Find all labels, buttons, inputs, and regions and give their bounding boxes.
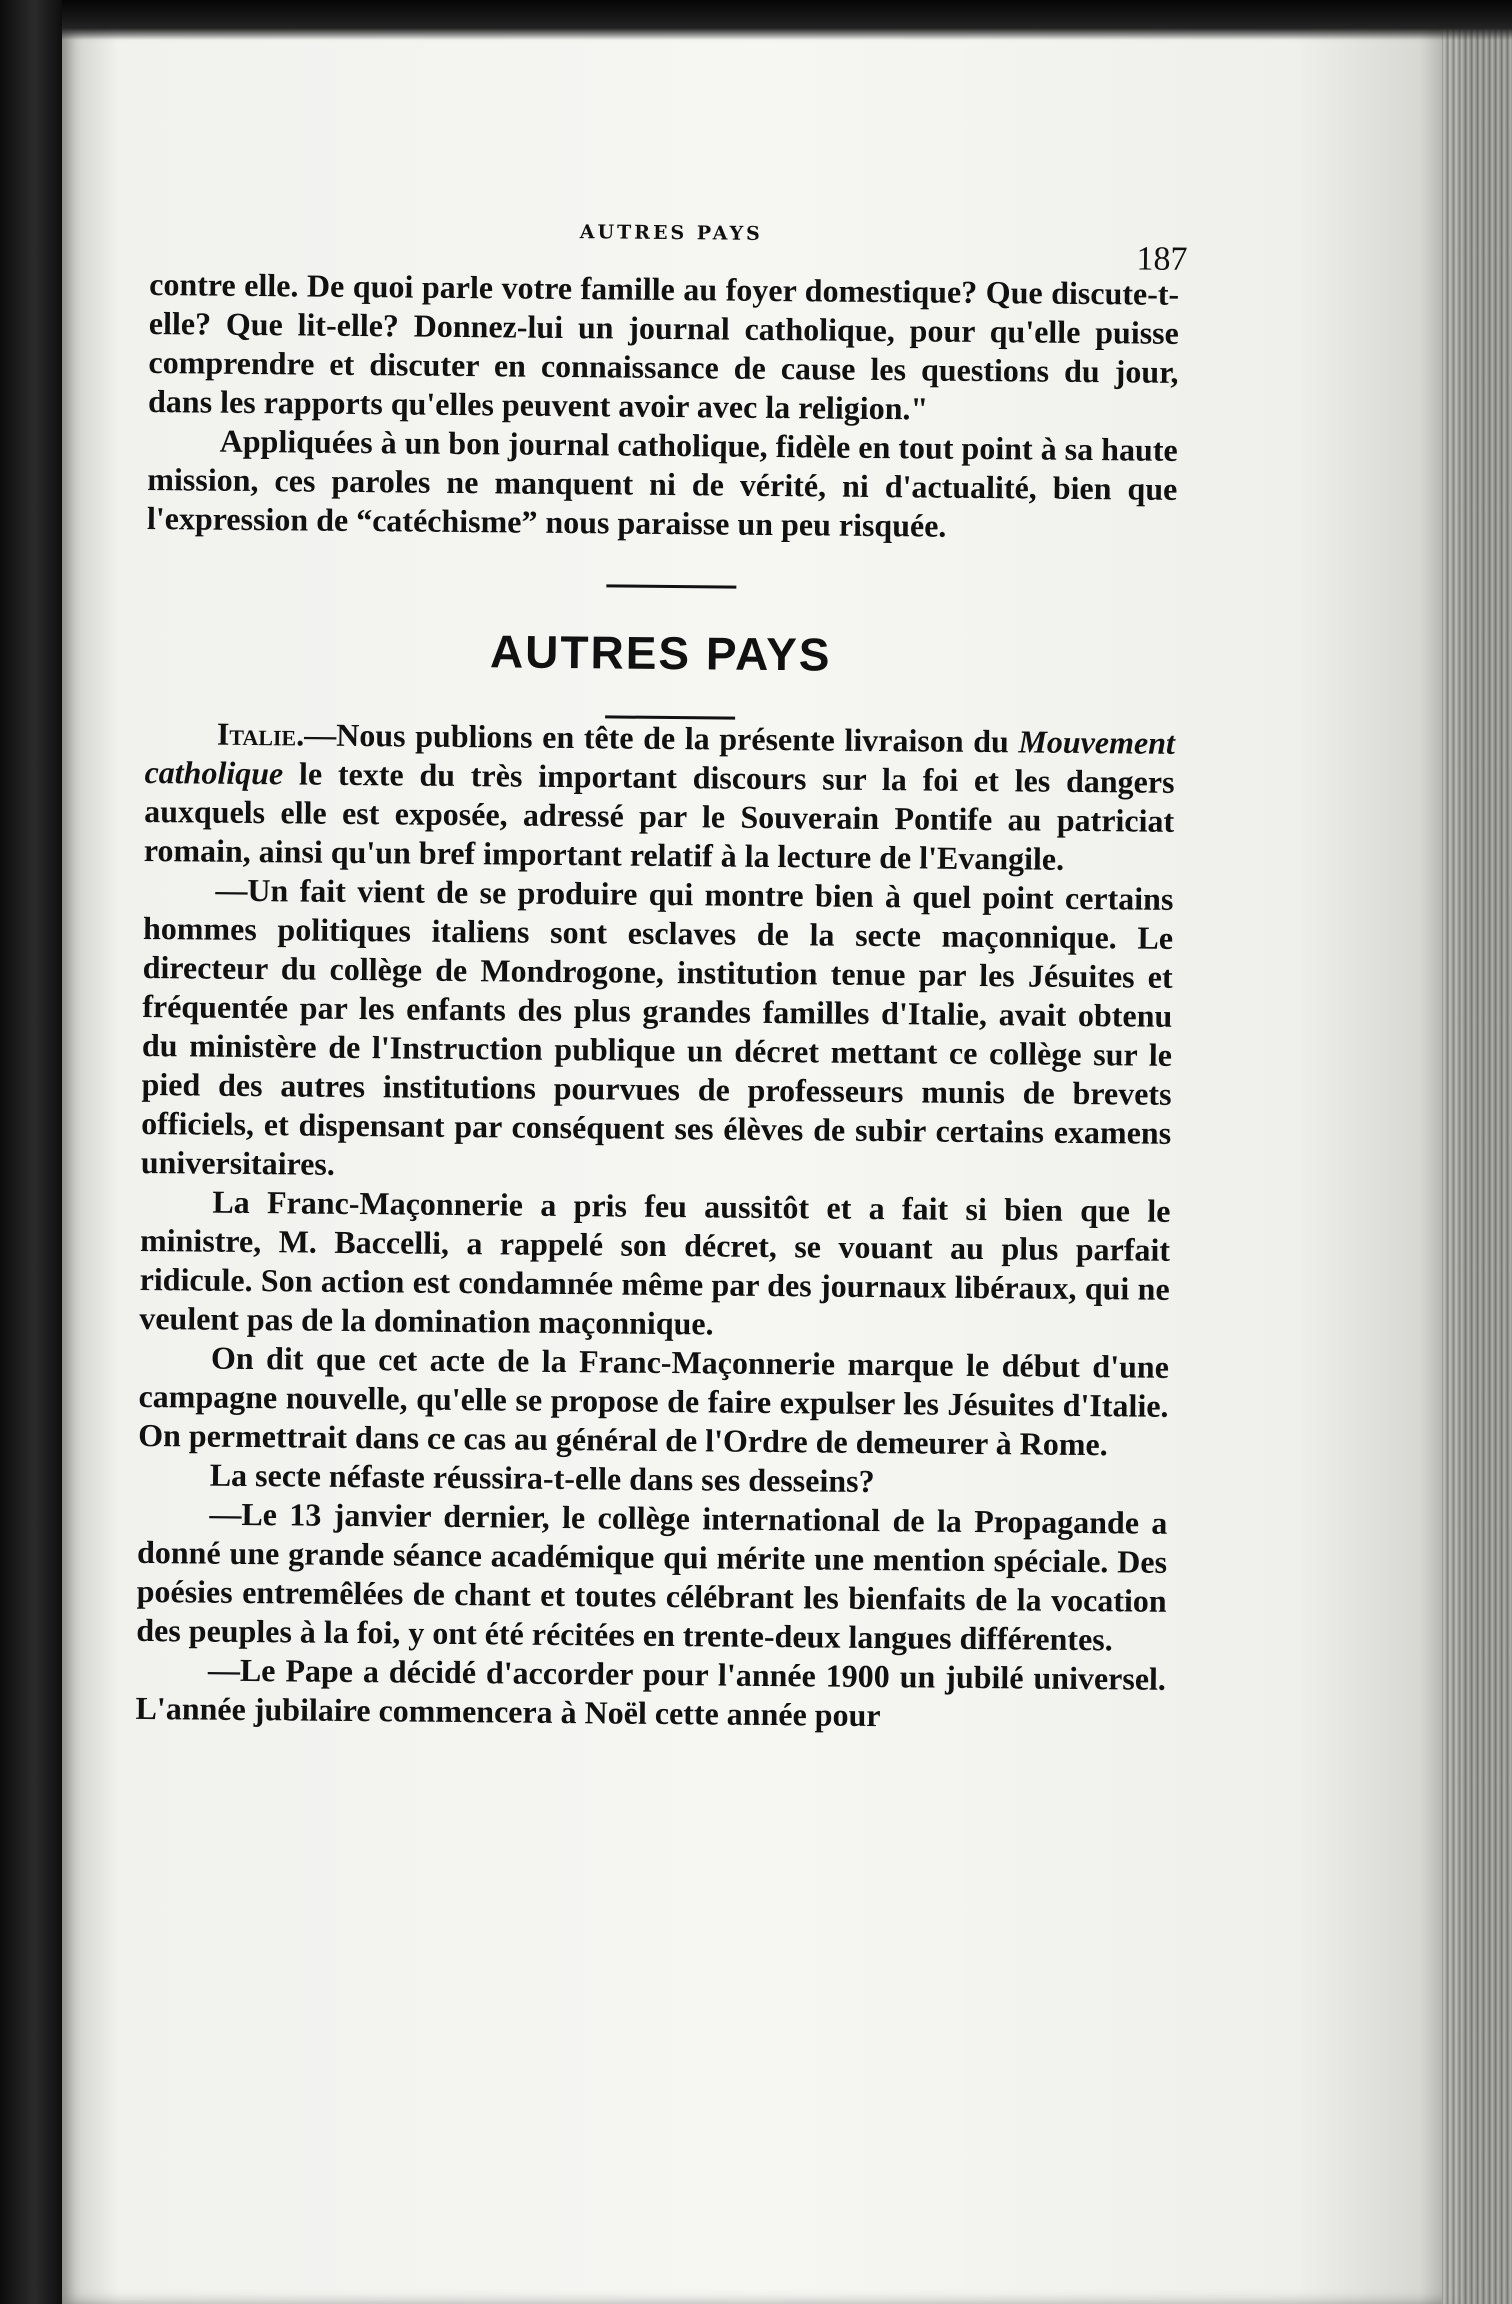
intro-paragraph-2: Appliquées à un bon journal catholique, fidèle en tout point à sa haute mission, ces paroles ne manquent ni de vérité, ni d'actualité, bien que l'expression de “catéchisme” nous paraisse un peu risquée.	[146, 422, 1178, 544]
top-shadow	[62, 0, 1512, 40]
page-content	[135, 205, 1188, 1738]
italie-paragraph	[144, 714, 1175, 880]
intro-paragraph-1: contre elle. De quoi parle votre famille au foyer domestique? Que discute-t-elle? Que lit-elle? Donnez-lui un journal catholique, pour qu'elle puisse comprendre et discuter en connaissance de cause les questions du jour, dans les rapports qu'elles peuvent avoir avec la religion."	[147, 265, 1180, 427]
publication-title: Mouvement catholique	[144, 723, 1176, 792]
page-fore-edge	[1442, 0, 1512, 2304]
body-paragraph: On dit que cet acte de la Franc-Maçonnerie marque le début d'une campagne nouvelle, qu'elle se propose de faire expulser les Jésuites d'Italie. On permettrait dans ce cas au général de l'Ordre de demeurer à Rome.	[138, 1339, 1170, 1463]
body-paragraph: —Le 13 janvier dernier, le collège international de la Propagande a donné une grande séance académique qui mérite une mention spéciale. Des poésies entremêlées de chant et toutes célébrant les bienfaits de la vocation des peuples à la foi, y ont été récitées en trente-deux langues différentes.	[136, 1495, 1168, 1658]
country-label: Italie.	[216, 715, 305, 753]
binding-edge	[0, 0, 62, 2304]
section-heading: AUTRES PAYS	[489, 625, 832, 681]
italie-rest-text: le texte du très important discours sur la foi et les dangers auxquels elle est exposée, adressé par le Souverain Pontife au patriciat romain, ainsi qu'un bref important relatif à la lecture de l'Evangile.	[143, 755, 1175, 877]
body-paragraph: La Franc-Maçonnerie a pris feu aussitôt et a fait si bien que le ministre, M. Baccelli, a rappelé son décret, se vouant au plus parfait ridicule. Son action est condamnée même par des journaux libéraux, qui ne veulent pas de la domination maçonnique.	[139, 1183, 1171, 1342]
body-paragraph: —Un fait vient de se produire qui montre bien à quel point certains hommes politiques italiens sont esclaves de la secte maçonnique. Le directeur du collège de Mondrogone, institution tenue par les Jésuites et fréquentée par les enfants des plus grandes familles d'Italie, avait obtenu du ministère de l'Instruction publique un décret mettant ce collège sur le pied des autres institutions pourvues de professeurs munis de brevets officiels, et dispensant par conséquent ses élèves de subir certains examens universitaires.	[140, 871, 1174, 1182]
italie-lead-text: —Nous publions en tête de la présente livraison du	[304, 716, 1019, 760]
page-number: 187	[1136, 240, 1188, 278]
running-head	[149, 205, 1188, 278]
running-head-title: AUTRES PAYS	[579, 221, 763, 245]
body-paragraph: La secte néfaste réussira-t-elle dans ses desseins?	[209, 1456, 875, 1500]
section-rule-top	[606, 584, 736, 588]
body-paragraph: —Le Pape a décidé d'accorder pour l'année 1900 un jubilé universel. L'année jubilaire commencera à Noël cette année pour	[135, 1651, 1167, 1734]
